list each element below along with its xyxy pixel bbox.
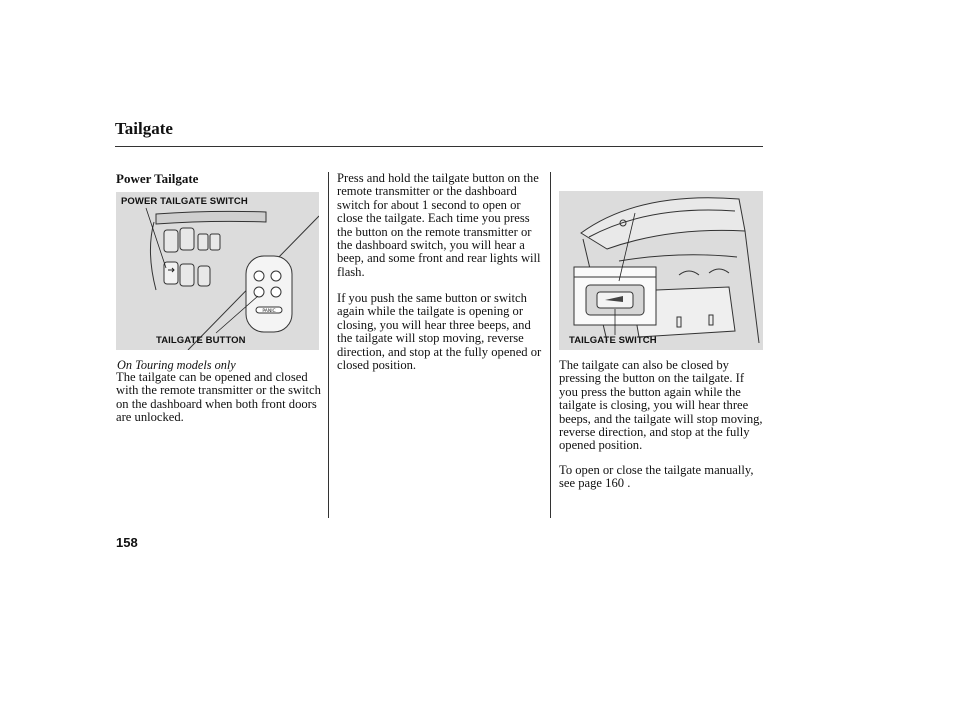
power-tailgate-switch-figure <box>116 192 319 350</box>
page-number: 158 <box>116 535 138 550</box>
col1-paragraph: The tailgate can be opened and closed with the remote transmitter or the switch on the dashboard when both front doors are unlocked. <box>116 370 321 425</box>
panic-button-label: PANIC <box>262 309 276 314</box>
section-subhead: Power Tailgate <box>116 171 199 186</box>
title-rule <box>115 146 763 147</box>
col3-paragraph-2: To open or close the tailgate manually, see page 160 . <box>559 463 754 491</box>
page-title: Tailgate <box>115 119 173 138</box>
power-tailgate-switch-label: POWER TAILGATE SWITCH <box>121 196 248 207</box>
col2-paragraph-1: Press and hold the tailgate button on the remote transmitter or the dashboard switch for about 1 second to open or close the tailgate. Each time you press the button on the remote transmitter or the dashboard switch, you will hear a beep, and some front and rear lights will flash. <box>337 171 541 279</box>
dashboard-remote-illustration <box>116 192 319 350</box>
tailgate-switch-figure <box>559 191 763 350</box>
col2-paragraph-2: If you push the same button or switch again while the tailgate is opening or closing, you will hear three beeps, and the tailgate will stop moving, reverse direction, and stop at the fully opened or closed position. <box>337 291 542 373</box>
column-divider-1 <box>328 172 329 518</box>
tailgate-switch-label: TAILGATE SWITCH <box>569 335 657 346</box>
col3-paragraph-1: The tailgate can also be closed by pressing the button on the tailgate. If you press the button again while the tailgate is closing, you will hear three beeps, and the tailgate will stop moving, reverse direction, and stop at the fully opened position. <box>559 358 763 453</box>
column-divider-2 <box>550 172 551 518</box>
touring-models-note: On Touring models only <box>117 358 236 372</box>
open-tailgate-illustration <box>559 191 763 350</box>
tailgate-button-label: TAILGATE BUTTON <box>156 335 246 346</box>
